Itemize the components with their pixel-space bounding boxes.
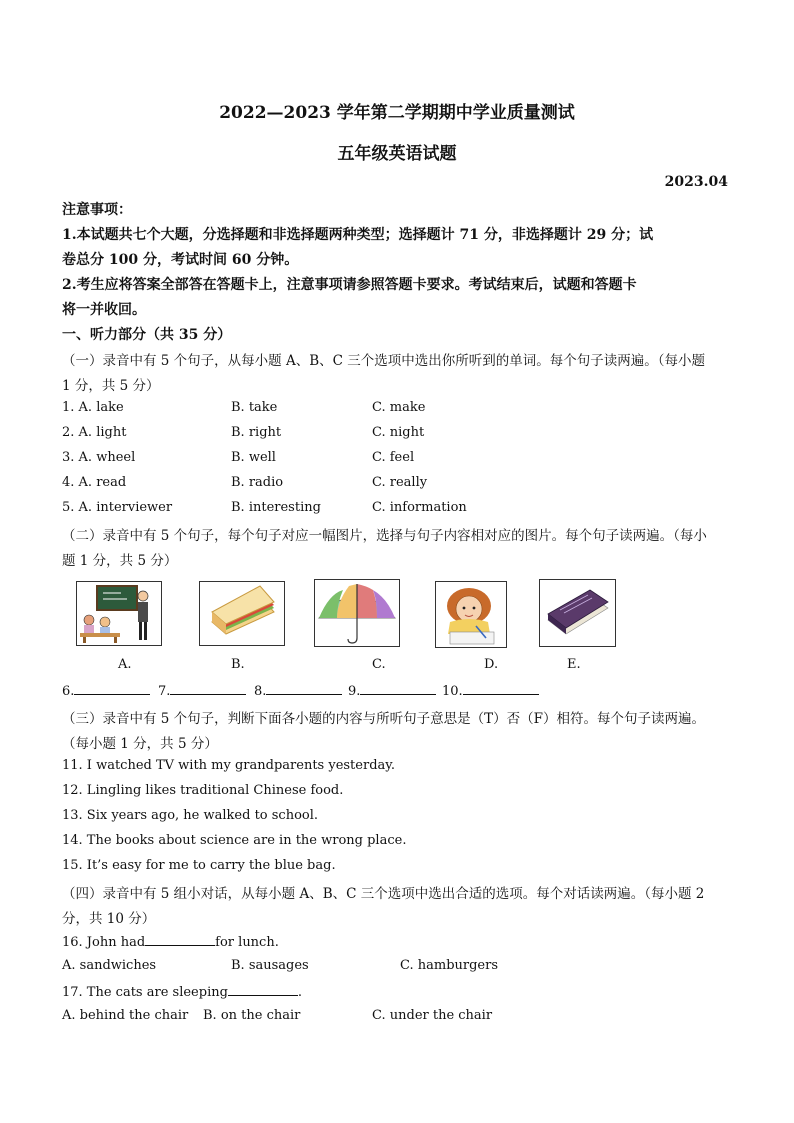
q17-question (62, 983, 302, 1000)
note-1-line-1: 1.本试题共七个大题，分选择题和非选择题两种类型；选择题计 71 分，非选择题计 29 分；试 (62, 227, 654, 243)
picture-label-c: C. (372, 657, 386, 672)
sandwich-icon (199, 581, 285, 646)
q17-option-b: B. on the chair (203, 1008, 301, 1023)
note-2-line-2: 将一并收回。 (62, 302, 146, 318)
picture-label-e: E. (567, 657, 581, 672)
sub3-instructions-line-1: （三）录音中有 5 个句子，判断下面各小题的内容与所听句子意思是（T）否（F）相符。每个句子读两遍。 (62, 711, 706, 727)
answer-blank-10[interactable] (442, 682, 539, 699)
sub4-instructions-line-1: （四）录音中有 5 组小对话，从每小题 A、B、C 三个选项中选出合适的选项。每个对话读两遍。（每小题 2 (62, 886, 705, 902)
answer-blank-8-number: 8. (254, 684, 267, 699)
q5-option-b: B. interesting (231, 500, 321, 515)
q1-option-b: B. take (231, 400, 278, 415)
q16-text-after: for lunch. (215, 935, 279, 950)
answer-blank-7-number: 7. (158, 684, 171, 699)
answer-blank-7[interactable] (158, 682, 246, 699)
picture-label-b: B. (231, 657, 245, 672)
sub2-instructions-line-1: （二）录音中有 5 个句子，每个句子对应一幅图片，选择与句子内容相对应的图片。每个句子读两遍。（每小 (62, 528, 707, 544)
q16-question (62, 933, 279, 950)
q16-option-a: A. sandwiches (62, 958, 157, 973)
q17-blank[interactable] (228, 983, 298, 996)
classroom-teacher-icon (76, 581, 162, 646)
q5-option-c: C. information (372, 500, 467, 515)
q12-statement: 12. Lingling likes traditional Chinese food. (62, 783, 344, 798)
q15-statement: 15. It’s easy for me to carry the blue bag. (62, 858, 336, 873)
q17-text-after: . (297, 985, 303, 1000)
answer-blank-8[interactable] (254, 682, 342, 699)
q2-option-c: C. night (372, 425, 425, 440)
exam-title: 2022—2023 学年第二学期期中学业质量测试 (219, 103, 575, 123)
q16-blank[interactable] (145, 933, 215, 946)
book-icon (539, 579, 616, 647)
q1-option-c: C. make (372, 400, 426, 415)
q3-option-b: B. well (231, 450, 276, 465)
q3-option-a: 3. A. wheel (62, 450, 136, 465)
picture-label-d: D. (484, 657, 499, 672)
girl-writing-icon (435, 581, 507, 648)
q17-option-c: C. under the chair (372, 1008, 493, 1023)
note-1-line-2: 卷总分 100 分，考试时间 60 分钟。 (62, 252, 299, 268)
picture-label-a: A. (118, 657, 132, 672)
sub1-instructions-line-2: 1 分，共 5 分） (62, 378, 160, 394)
sub2-instructions-line-2: 题 1 分，共 5 分） (62, 553, 178, 569)
q3-option-c: C. feel (372, 450, 415, 465)
q11-statement: 11. I watched TV with my grandparents yesterday. (62, 758, 396, 773)
exam-subtitle: 五年级英语试题 (337, 144, 457, 164)
q14-statement: 14. The books about science are in the wrong place. (62, 833, 407, 848)
q16-option-b: B. sausages (231, 958, 309, 973)
q4-option-c: C. really (372, 475, 428, 490)
answer-line[interactable] (170, 682, 246, 695)
q2-option-b: B. right (231, 425, 282, 440)
answer-blank-6-number: 6. (62, 684, 75, 699)
q4-option-a: 4. A. read (62, 475, 127, 490)
answer-line[interactable] (463, 682, 539, 695)
note-2-line-1: 2.考生应将答案全部答在答题卡上，注意事项请参照答题卡要求。考试结束后，试题和答题卡 (62, 277, 637, 293)
q5-option-a: 5. A. interviewer (62, 500, 173, 515)
sub1-instructions-line-1: （一）录音中有 5 个句子，从每小题 A、B、C 三个选项中选出你所听到的单词。每个句子读两遍。（每小题 (62, 353, 706, 369)
answer-line[interactable] (266, 682, 342, 695)
answer-blank-6[interactable] (62, 682, 150, 699)
q17-text-before: 17. The cats are sleeping (62, 985, 228, 1000)
q17-option-a: A. behind the chair (62, 1008, 189, 1023)
q13-statement: 13. Six years ago, he walked to school. (62, 808, 319, 823)
answer-line[interactable] (360, 682, 436, 695)
umbrella-icon (314, 579, 400, 647)
answer-blank-10-number: 10. (442, 684, 463, 699)
q4-option-b: B. radio (231, 475, 284, 490)
q1-option-a: 1. A. lake (62, 400, 124, 415)
sub3-instructions-line-2: （每小题 1 分，共 5 分） (62, 736, 218, 752)
q16-text-before: 16. John had (62, 935, 146, 950)
q16-option-c: C. hamburgers (400, 958, 499, 973)
q2-option-a: 2. A. light (62, 425, 127, 440)
part1-heading: 一、听力部分（共 35 分） (62, 327, 232, 343)
sub4-instructions-line-2: 分，共 10 分） (62, 911, 156, 927)
exam-date: 2023.04 (664, 174, 728, 190)
notes-heading: 注意事项： (62, 202, 132, 218)
answer-blank-9-number: 9. (348, 684, 361, 699)
answer-line[interactable] (74, 682, 150, 695)
answer-blank-9[interactable] (348, 682, 436, 699)
